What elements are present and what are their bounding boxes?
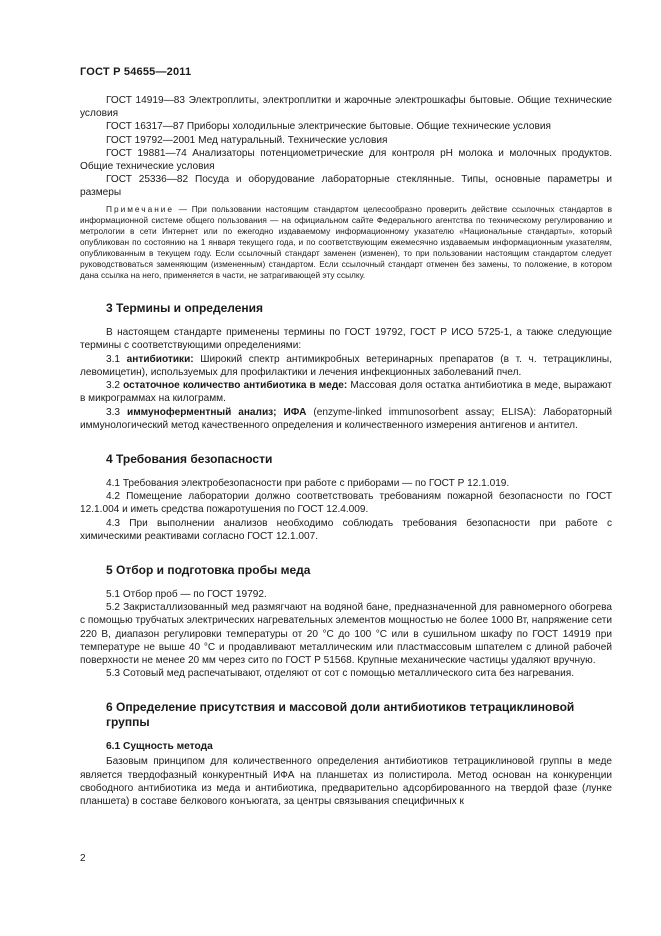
- term-3-1: [80, 353, 612, 379]
- term-number: 3.3: [106, 406, 127, 418]
- section-6-title: 6 Определение присутствия и массовой доли антибиотиков тетрациклиновой группы: [106, 700, 575, 730]
- term-name: антибиотики:: [126, 353, 194, 365]
- document-body: [80, 94, 612, 808]
- clause-4-3: 4.3 При выполнении анализов необходимо соблюдать требования безопасности при работе с химическими реактивами согласно ГОСТ 12.1.007.: [80, 517, 612, 542]
- reference-item: ГОСТ 16317—87 Приборы холодильные электрические бытовые. Общие технические условия: [106, 121, 551, 133]
- reference-item: ГОСТ 19881—74 Анализаторы потенциометрические для контроля pH молока и молочных продуктов. Общие технические условия: [80, 147, 612, 173]
- note-label: Примечание: [106, 203, 175, 214]
- document-header: ГОСТ Р 54655—2011: [80, 66, 192, 78]
- note-paragraph: [80, 204, 612, 282]
- section-3-intro: В настоящем стандарте применены термины по ГОСТ 19792, ГОСТ Р ИСО 5725-1, а также следующие термины с соответствующими определениями:: [80, 327, 612, 352]
- clause-5-2: 5.2 Закристаллизованный мед размягчают на водяной бане, предназначенной для равномерного обогрева с помощью трубчатых электрических нагревательных элементов мощностью не более 1000 Вт, напряжение сети 220 В, диапазон регулировки температуры от 20 °С до 100 °С или в сушильном шкафу по ГОСТ 14919 при температуре не выше 40 °С и продавливают металлическим или пластмассовым шпателем с длиной рабочей поверхности не менее 20 мм через сито по ГОСТ Р 51568. Крупные механические частицы удаляют вручную.: [80, 602, 612, 666]
- term-definition: (enzyme-linked immunosorbent assay; ELISA): Лабораторный иммунологический метод качественного определения и количественного измерения антигенов и антител.: [80, 406, 613, 431]
- term-number: 3.1: [106, 353, 127, 365]
- subsection-6-1-title: 6.1 Сущность метода: [106, 741, 213, 753]
- term-name: остаточное количество антибиотика в меде:: [123, 380, 348, 392]
- note-block: [80, 204, 612, 282]
- term-3-2: [80, 379, 612, 405]
- term-name: иммуноферментный анализ; ИФА: [127, 406, 307, 418]
- section-5-title: 5 Отбор и подготовка пробы меда: [106, 562, 311, 577]
- reference-item: ГОСТ 14919—83 Электроплиты, электроплитки и жарочные электрошкафы бытовые. Общие технические условия: [80, 95, 612, 120]
- term-3-3: [80, 406, 612, 432]
- term-definition: Массовая доля остатка антибиотика в меде, выражают в микрограммах на килограмм.: [80, 380, 612, 405]
- clause-4-2: 4.2 Помещение лаборатории должно соответствовать требованиям пожарной безопасности по ГОСТ 12.1.004 и иметь средства пожаротушения по ГОСТ 12.4.009.: [80, 491, 612, 516]
- clause-6-1-text: Базовым принципом для количественного определения антибиотиков тетрациклиновой группы в меде является твердофазный конкурентный ИФА на планшетах из полистирола. Метод основан на конкуренции свободного антибиотика из меда и антибиотика, предварительно адсорбированного на твердой фазе (лунке планшета) в составе белкового конъюгата, за центры связывания специфичных к: [80, 756, 612, 807]
- page-number: 2: [80, 853, 86, 864]
- clause-5-3: 5.3 Сотовый мед распечатывают, отделяют от сот с помощью металлического сита без нагревания.: [106, 668, 575, 680]
- clause-5-1: 5.1 Отбор проб — по ГОСТ 19792.: [106, 588, 267, 600]
- term-number: 3.2: [106, 380, 124, 392]
- reference-item: ГОСТ 19792—2001 Мед натуральный. Технические условия: [106, 134, 388, 146]
- term-definition: Широкий спектр антимикробных ветеринарных препаратов (в т. ч. тетрациклины, левомицетин), используемых для профилактики и лечения инфекционных заболеваний пчел.: [80, 353, 612, 378]
- clause-4-1: 4.1 Требования электробезопасности при работе с приборами — по ГОСТ Р 12.1.019.: [106, 477, 510, 489]
- section-4-title: 4 Требования безопасности: [106, 451, 273, 466]
- reference-item: ГОСТ 25336—82 Посуда и оборудование лабораторные стеклянные. Типы, основные параметры и размеры: [80, 174, 612, 199]
- section-3-title: 3 Термины и определения: [106, 301, 264, 316]
- normative-references-list: [80, 94, 612, 200]
- note-text: — При пользовании настоящим стандартом целесообразно проверить действие ссылочных стандартов в информационной системе общего пользования — на официальном сайте Федерального агентства по техническому регулированию и метрологии в сети Интернет или по ежегодно издаваемому информационному указателю «Национальные стандарты», который опубликован по состоянию на 1 января текущего года, и по соответствующим ежемесячно издаваемым информационным указателям, опубликованным в текущем году. Если ссылочный стандарт заменен (изменен), то при пользовании настоящим стандартом следует руководствоваться заменяющим (измененным) стандартом. Если ссылочный стандарт отменен без замены, то положение, в котором дана ссылка на него, применяется в части, не затрагивающей эту ссылку.: [80, 203, 612, 281]
